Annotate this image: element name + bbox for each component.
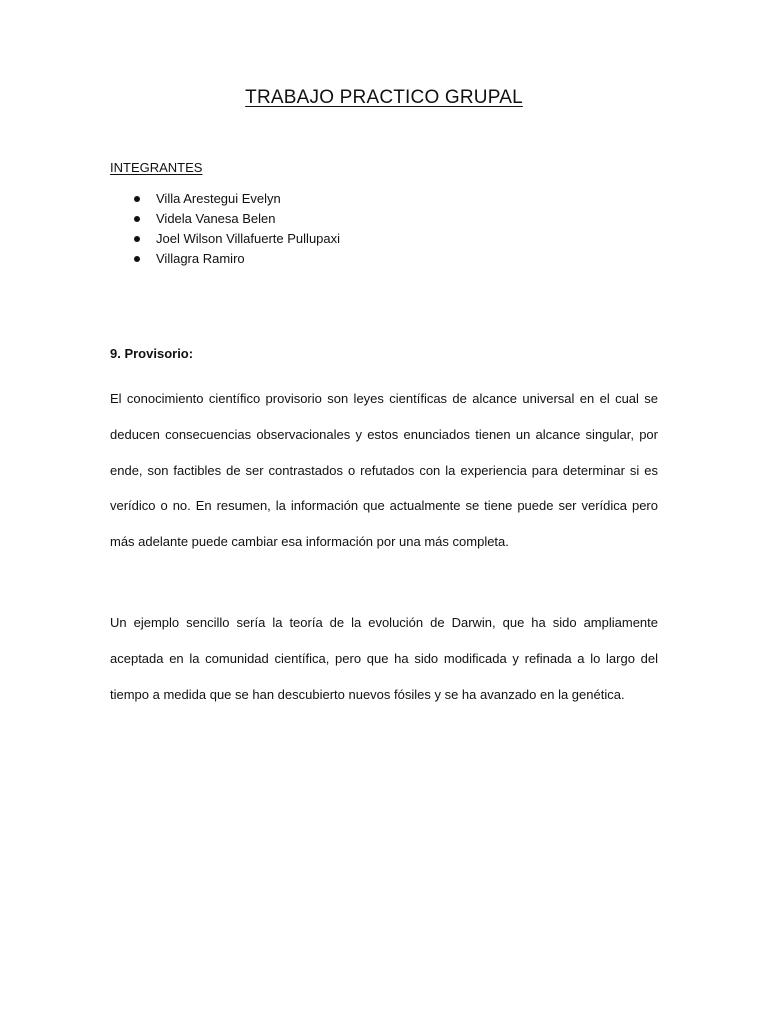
members-label: INTEGRANTES xyxy=(110,160,203,175)
section-heading: 9. Provisorio: xyxy=(110,346,194,361)
document-title xyxy=(0,87,768,109)
member-list-item: Videla Vanesa Belen xyxy=(110,209,340,229)
member-list-item: Villa Arestegui Evelyn xyxy=(110,189,340,209)
body-paragraph-2: Un ejemplo sencillo sería la teoría de la evolución de Darwin, que ha sido ampliamente aceptada en la comunidad científica, pero que ha sido modificada y refinada a lo largo del tiempo a medida que se han descubierto nuevos fósiles y se ha avanzado en la genética. xyxy=(110,615,658,702)
member-list-item: Villagra Ramiro xyxy=(110,249,340,269)
document-title-text: TRABAJO PRACTICO GRUPAL xyxy=(245,87,523,108)
body-paragraph-1: El conocimiento científico provisorio son leyes científicas de alcance universal en el cual se deducen consecuencias observacionales y estos enunciados tienen un alcance singular, por ende, son factibles de ser contrastados o refutados con la experiencia para determinar si es verídico o no. En resumen, la información que actualmente se tiene puede ser verídica pero más adelante puede cambiar esa información por una más completa. xyxy=(110,391,658,550)
member-list-item: Joel Wilson Villafuerte Pullupaxi xyxy=(110,229,340,249)
members-list xyxy=(110,189,340,269)
